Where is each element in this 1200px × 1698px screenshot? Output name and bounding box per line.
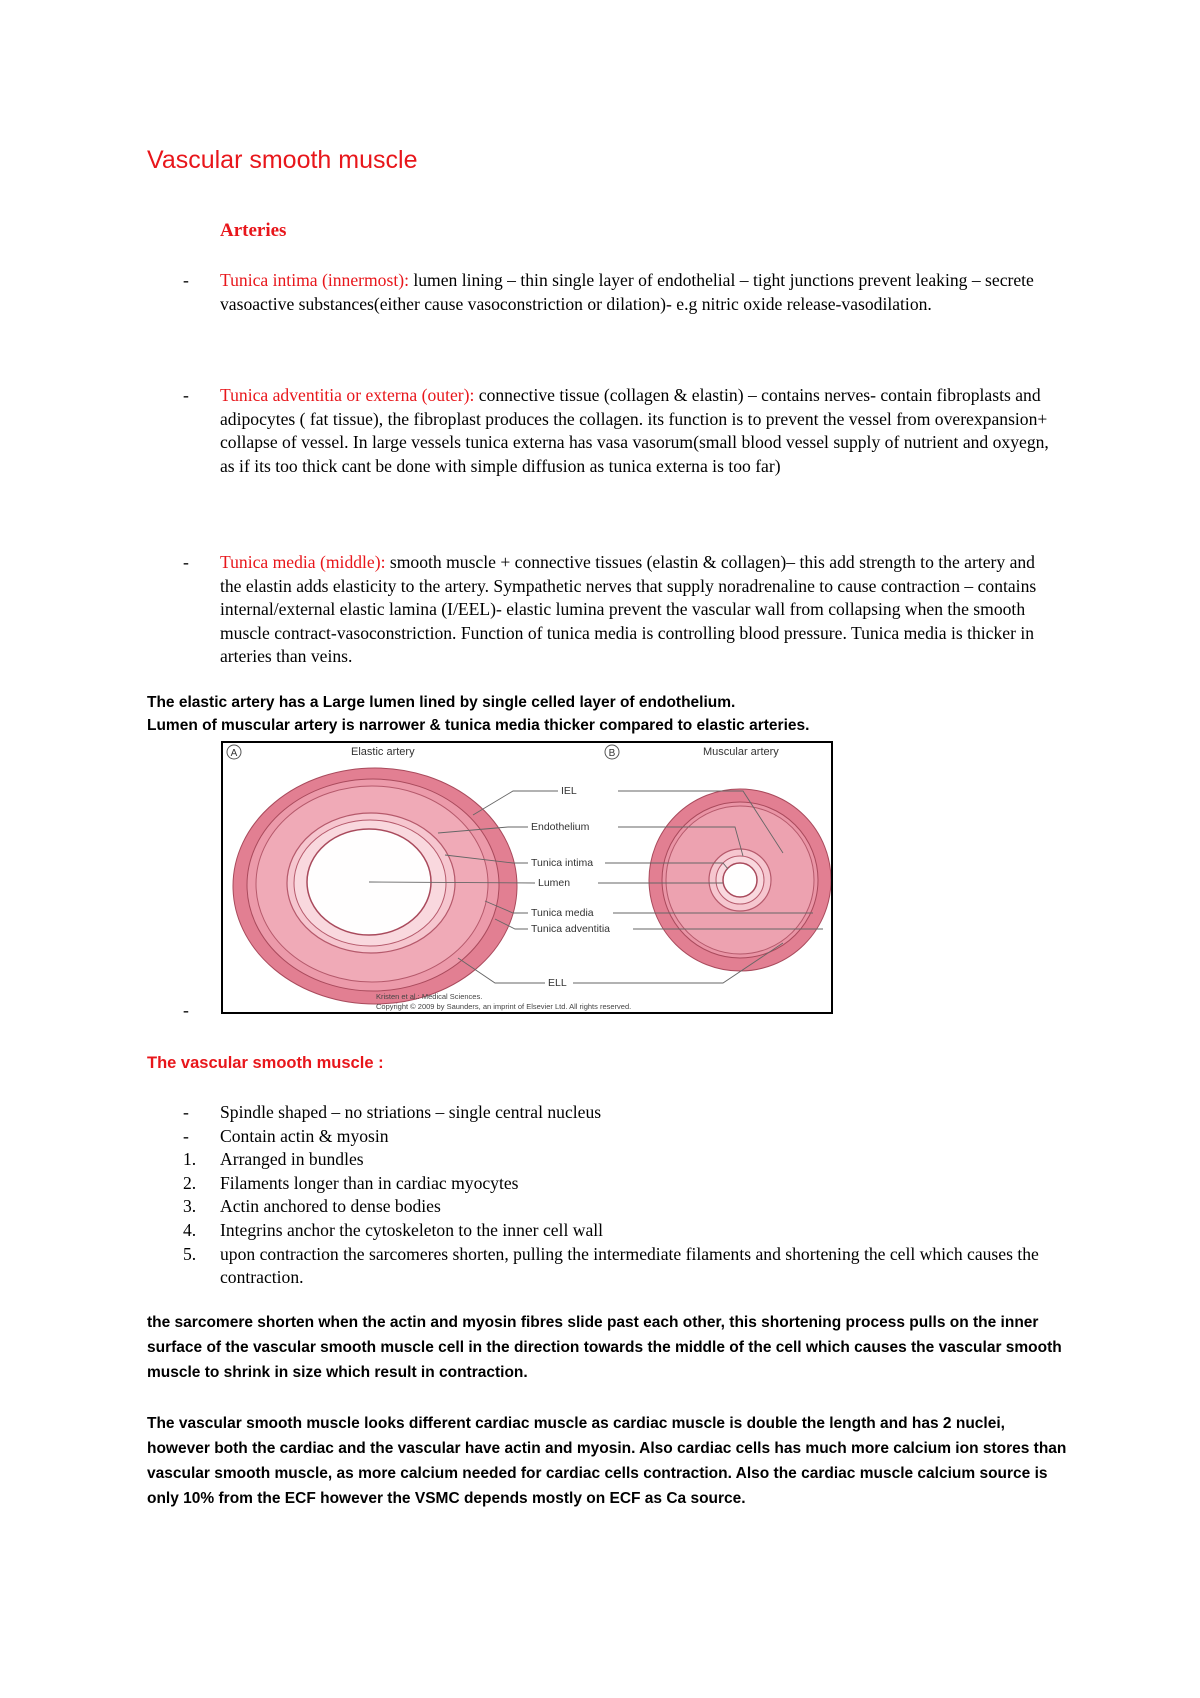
list-item: 2. Filaments longer than in cardiac myocytes: [183, 1172, 519, 1193]
list-item: - Contain actin & myosin: [183, 1125, 389, 1146]
tunica-adventitia-text: connective tissue (collagen & elastin) – contains nerves- contain fibroplasts and adipocytes ( fat tissue), the fibroplast produces the collagen. its function is to prevent the vessel from overexpansion+ collapse of vessel. In large vessels tunica externa has vasa vasorum(small blood vessel supply of nutrient and oxyegn, as if its too thick cant be done with simple diffusion as tunica externa is too far): [220, 385, 1049, 476]
figure-credit-2: Copyright © 2009 by Saunders, an imprint of Elsevier Ltd. All rights reserved.: [376, 1002, 632, 1011]
label-iel: IEL: [561, 785, 577, 797]
page-title: Vascular smooth muscle: [147, 146, 418, 174]
vsm-list: [0, 1101, 1200, 1290]
vsm-heading: The vascular smooth muscle :: [147, 1054, 384, 1072]
elastic-artery-title: Elastic artery: [351, 746, 415, 758]
muscular-artery-note: Lumen of muscular artery is narrower & tunica media thicker compared to elastic arteries.: [147, 717, 810, 734]
comparison-paragraph: The vascular smooth muscle looks different cardiac muscle as cardiac muscle is double the length and has 2 nuclei, however both the cardiac and the vascular have actin and myosin. Also cardiac cells has much more calcium ion stores than vascular smooth muscle, as more calcium needed for cardiac cells contraction. Also the cardiac muscle calcium source is only 10% from the ECF however the VSMC depends mostly on ECF as Ca source.: [147, 1415, 1067, 1507]
label-ell: ELL: [548, 977, 567, 989]
label-tunica-intima: Tunica intima: [531, 857, 594, 869]
tunica-intima-label: Tunica intima (innermost):: [220, 270, 409, 290]
panel-b-letter: B: [608, 748, 616, 759]
bullet-dash: -: [183, 270, 189, 290]
tunica-media-text: smooth muscle + connective tissues (elastin & collagen)– this add strength to the artery and the elastin adds elasticity to the artery. Sympathetic nerves that supply noradrenaline to cause contraction – contains internal/external elastic lamina (I/EEL)- elastic lumina prevent the vascular wall from collapsing when the smooth muscle contract-vasoconstriction. Function of tunica media is controlling blood pressure. Tunica media is thicker in arteries than veins.: [220, 552, 1037, 666]
tunica-media-label: Tunica media (middle):: [220, 552, 386, 572]
list-item: 4. Integrins anchor the cytoskeleton to the inner cell wall: [183, 1219, 604, 1240]
list-item: - Spindle shaped – no striations – single central nucleus: [183, 1102, 602, 1122]
artery-diagram-svg: [223, 743, 831, 1012]
bullet-dash: -: [183, 552, 189, 572]
panel-a-letter: A: [230, 748, 238, 759]
figure-bullet-dash: -: [183, 1000, 189, 1020]
tunica-intima-text: lumen lining – thin single layer of endothelial – tight junctions prevent leaking – secrete vasoactive substances(either cause vasoconstriction or dilation)- e.g nitric oxide release-vasodilation.: [220, 270, 1034, 314]
list-item: 3. Actin anchored to dense bodies: [183, 1196, 441, 1217]
muscular-artery-title: Muscular artery: [703, 746, 779, 758]
list-item: 5. upon contraction the sarcomeres shorten, pulling the intermediate filaments and shortening the cell which causes the contraction.: [183, 1243, 1039, 1288]
elastic-artery-note: The elastic artery has a Large lumen lined by single celled layer of endothelium.: [147, 694, 736, 711]
label-tunica-adventitia: Tunica adventitia: [531, 923, 610, 935]
figure-credit-1: Kristen et al.: Medical Sciences.: [376, 992, 483, 1001]
tunica-adventitia-label: Tunica adventitia or externa (outer):: [220, 385, 475, 405]
arteries-heading: Arteries: [220, 220, 287, 241]
artery-diagram: [221, 741, 833, 1014]
sarcomere-paragraph: the sarcomere shorten when the actin and myosin fibres slide past each other, this shortening process pulls on the inner surface of the vascular smooth muscle cell in the direction towards the middle of the cell which causes the vascular smooth muscle to shrink in size which result in contraction.: [147, 1314, 1062, 1381]
list-item: 1. Arranged in bundles: [183, 1149, 364, 1170]
label-tunica-media: Tunica media: [531, 907, 594, 919]
bullet-dash: -: [183, 385, 189, 405]
label-endothelium: Endothelium: [531, 821, 590, 833]
muscular-lumen: [723, 863, 757, 897]
label-lumen: Lumen: [538, 877, 571, 889]
